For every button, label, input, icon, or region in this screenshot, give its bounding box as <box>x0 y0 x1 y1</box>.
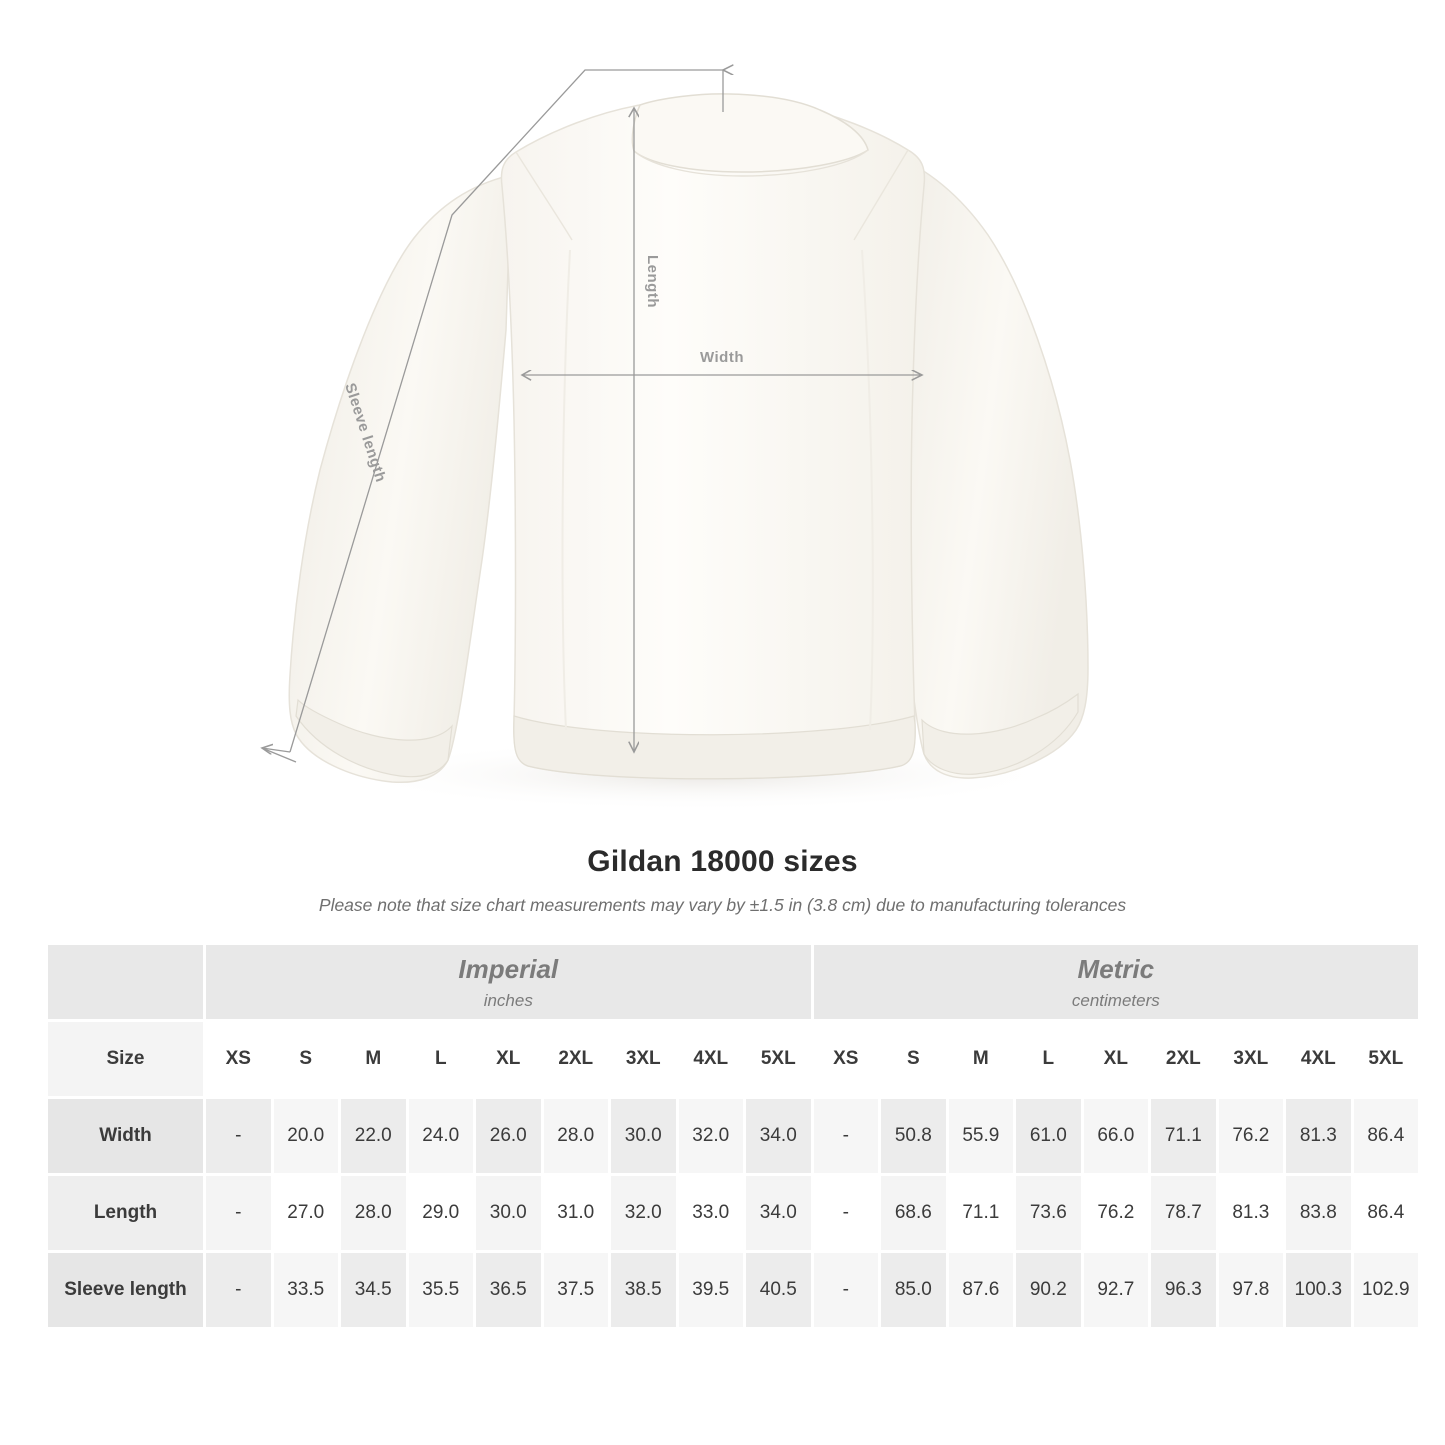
tolerance-note: Please note that size chart measurements may vary by ±1.5 in (3.8 cm) due to manufacturing tolerances <box>318 895 1127 915</box>
header-size-met-m: M <box>947 1021 1015 1098</box>
cell-sleeve-met-5xl: 102.9 <box>1352 1252 1420 1329</box>
cell-length-met-l: 73.6 <box>1015 1175 1083 1252</box>
cell-width-imp-2xl: 28.0 <box>542 1098 610 1175</box>
cell-width-imp-3xl: 30.0 <box>610 1098 678 1175</box>
cell-sleeve-imp-s: 33.5 <box>272 1252 340 1329</box>
cell-length-met-4xl: 83.8 <box>1285 1175 1353 1252</box>
header-size-met-xl: XL <box>1082 1021 1150 1098</box>
header-size-imp-5xl: 5XL <box>745 1021 813 1098</box>
cell-length-imp-2xl: 31.0 <box>542 1175 610 1252</box>
cell-sleeve-imp-4xl: 39.5 <box>677 1252 745 1329</box>
cell-length-met-xs: - <box>812 1175 880 1252</box>
cell-length-imp-5xl: 34.0 <box>745 1175 813 1252</box>
header-size-imp-l: L <box>407 1021 475 1098</box>
cell-length-imp-xs: - <box>205 1175 273 1252</box>
unit-group-metric <box>812 944 1420 1021</box>
cell-sleeve-met-m: 87.6 <box>947 1252 1015 1329</box>
unit-spacer <box>47 944 205 1021</box>
header-size-label: Size <box>47 1021 205 1098</box>
unit-header-row <box>47 944 1420 1021</box>
unit-name-imperial: Imperial <box>458 953 559 984</box>
cell-sleeve-met-xs: - <box>812 1252 880 1329</box>
cell-width-imp-xl: 26.0 <box>475 1098 543 1175</box>
cell-sleeve-met-l: 90.2 <box>1015 1252 1083 1329</box>
cell-width-met-2xl: 71.1 <box>1150 1098 1218 1175</box>
sweatshirt-body <box>289 94 1088 782</box>
title-block <box>0 845 1445 916</box>
cell-width-imp-s: 20.0 <box>272 1098 340 1175</box>
cell-width-met-5xl: 86.4 <box>1352 1098 1420 1175</box>
header-size-imp-s: S <box>272 1021 340 1098</box>
cell-length-imp-m: 28.0 <box>340 1175 408 1252</box>
cell-width-met-l: 61.0 <box>1015 1098 1083 1175</box>
size-table-wrap <box>0 942 1445 1330</box>
cell-sleeve-imp-xl: 36.5 <box>475 1252 543 1329</box>
cell-sleeve-imp-xs: - <box>205 1252 273 1329</box>
header-size-met-3xl: 3XL <box>1217 1021 1285 1098</box>
cell-sleeve-imp-l: 35.5 <box>407 1252 475 1329</box>
header-size-imp-xs: XS <box>205 1021 273 1098</box>
cell-width-met-xs: - <box>812 1098 880 1175</box>
cell-sleeve-met-s: 85.0 <box>880 1252 948 1329</box>
cell-width-met-3xl: 76.2 <box>1217 1098 1285 1175</box>
width-label: Width <box>699 349 745 366</box>
cell-width-imp-5xl: 34.0 <box>745 1098 813 1175</box>
cell-length-met-s: 68.6 <box>880 1175 948 1252</box>
cell-length-imp-s: 27.0 <box>272 1175 340 1252</box>
cell-width-met-xl: 66.0 <box>1082 1098 1150 1175</box>
table-row-length <box>47 1175 1420 1252</box>
header-size-met-4xl: 4XL <box>1285 1021 1353 1098</box>
size-table <box>45 942 1421 1330</box>
table-row-width <box>47 1098 1420 1175</box>
header-size-imp-4xl: 4XL <box>677 1021 745 1098</box>
cell-width-imp-xs: - <box>205 1098 273 1175</box>
row-label-sleeve-length: Sleeve length <box>47 1252 205 1329</box>
header-size-met-2xl: 2XL <box>1150 1021 1218 1098</box>
unit-group-imperial <box>205 944 813 1021</box>
cell-length-met-3xl: 81.3 <box>1217 1175 1285 1252</box>
cell-width-imp-4xl: 32.0 <box>677 1098 745 1175</box>
header-size-met-5xl: 5XL <box>1352 1021 1420 1098</box>
header-size-imp-2xl: 2XL <box>542 1021 610 1098</box>
sleeve-length-label: Sleeve length <box>341 380 390 485</box>
row-label-length: Length <box>47 1175 205 1252</box>
unit-name-metric: Metric <box>1077 953 1155 984</box>
cell-sleeve-met-2xl: 96.3 <box>1150 1252 1218 1329</box>
header-size-met-l: L <box>1015 1021 1083 1098</box>
length-label: Length <box>644 255 661 308</box>
size-header-row <box>47 1021 1420 1098</box>
cell-sleeve-met-xl: 92.7 <box>1082 1252 1150 1329</box>
cell-width-met-s: 50.8 <box>880 1098 948 1175</box>
header-size-met-s: S <box>880 1021 948 1098</box>
cell-width-met-4xl: 81.3 <box>1285 1098 1353 1175</box>
cell-width-imp-l: 24.0 <box>407 1098 475 1175</box>
header-size-imp-xl: XL <box>475 1021 543 1098</box>
cell-sleeve-met-3xl: 97.8 <box>1217 1252 1285 1329</box>
header-size-imp-3xl: 3XL <box>610 1021 678 1098</box>
table-row-sleeve-length <box>47 1252 1420 1329</box>
cell-length-imp-4xl: 33.0 <box>677 1175 745 1252</box>
cell-length-met-2xl: 78.7 <box>1150 1175 1218 1252</box>
unit-sub-metric: centimeters <box>1071 990 1160 1010</box>
cell-length-met-5xl: 86.4 <box>1352 1175 1420 1252</box>
cell-sleeve-imp-2xl: 37.5 <box>542 1252 610 1329</box>
header-size-met-xs: XS <box>812 1021 880 1098</box>
unit-sub-imperial: inches <box>483 990 533 1010</box>
cell-length-imp-l: 29.0 <box>407 1175 475 1252</box>
cell-length-imp-3xl: 32.0 <box>610 1175 678 1252</box>
row-label-width: Width <box>47 1098 205 1175</box>
header-size-imp-m: M <box>340 1021 408 1098</box>
cell-sleeve-imp-3xl: 38.5 <box>610 1252 678 1329</box>
cell-width-imp-m: 22.0 <box>340 1098 408 1175</box>
cell-sleeve-imp-5xl: 40.5 <box>745 1252 813 1329</box>
cell-length-imp-xl: 30.0 <box>475 1175 543 1252</box>
cell-sleeve-met-4xl: 100.3 <box>1285 1252 1353 1329</box>
page-title: Gildan 18000 sizes <box>587 845 858 878</box>
cell-sleeve-imp-m: 34.5 <box>340 1252 408 1329</box>
cell-length-met-m: 71.1 <box>947 1175 1015 1252</box>
cell-width-met-m: 55.9 <box>947 1098 1015 1175</box>
cell-length-met-xl: 76.2 <box>1082 1175 1150 1252</box>
